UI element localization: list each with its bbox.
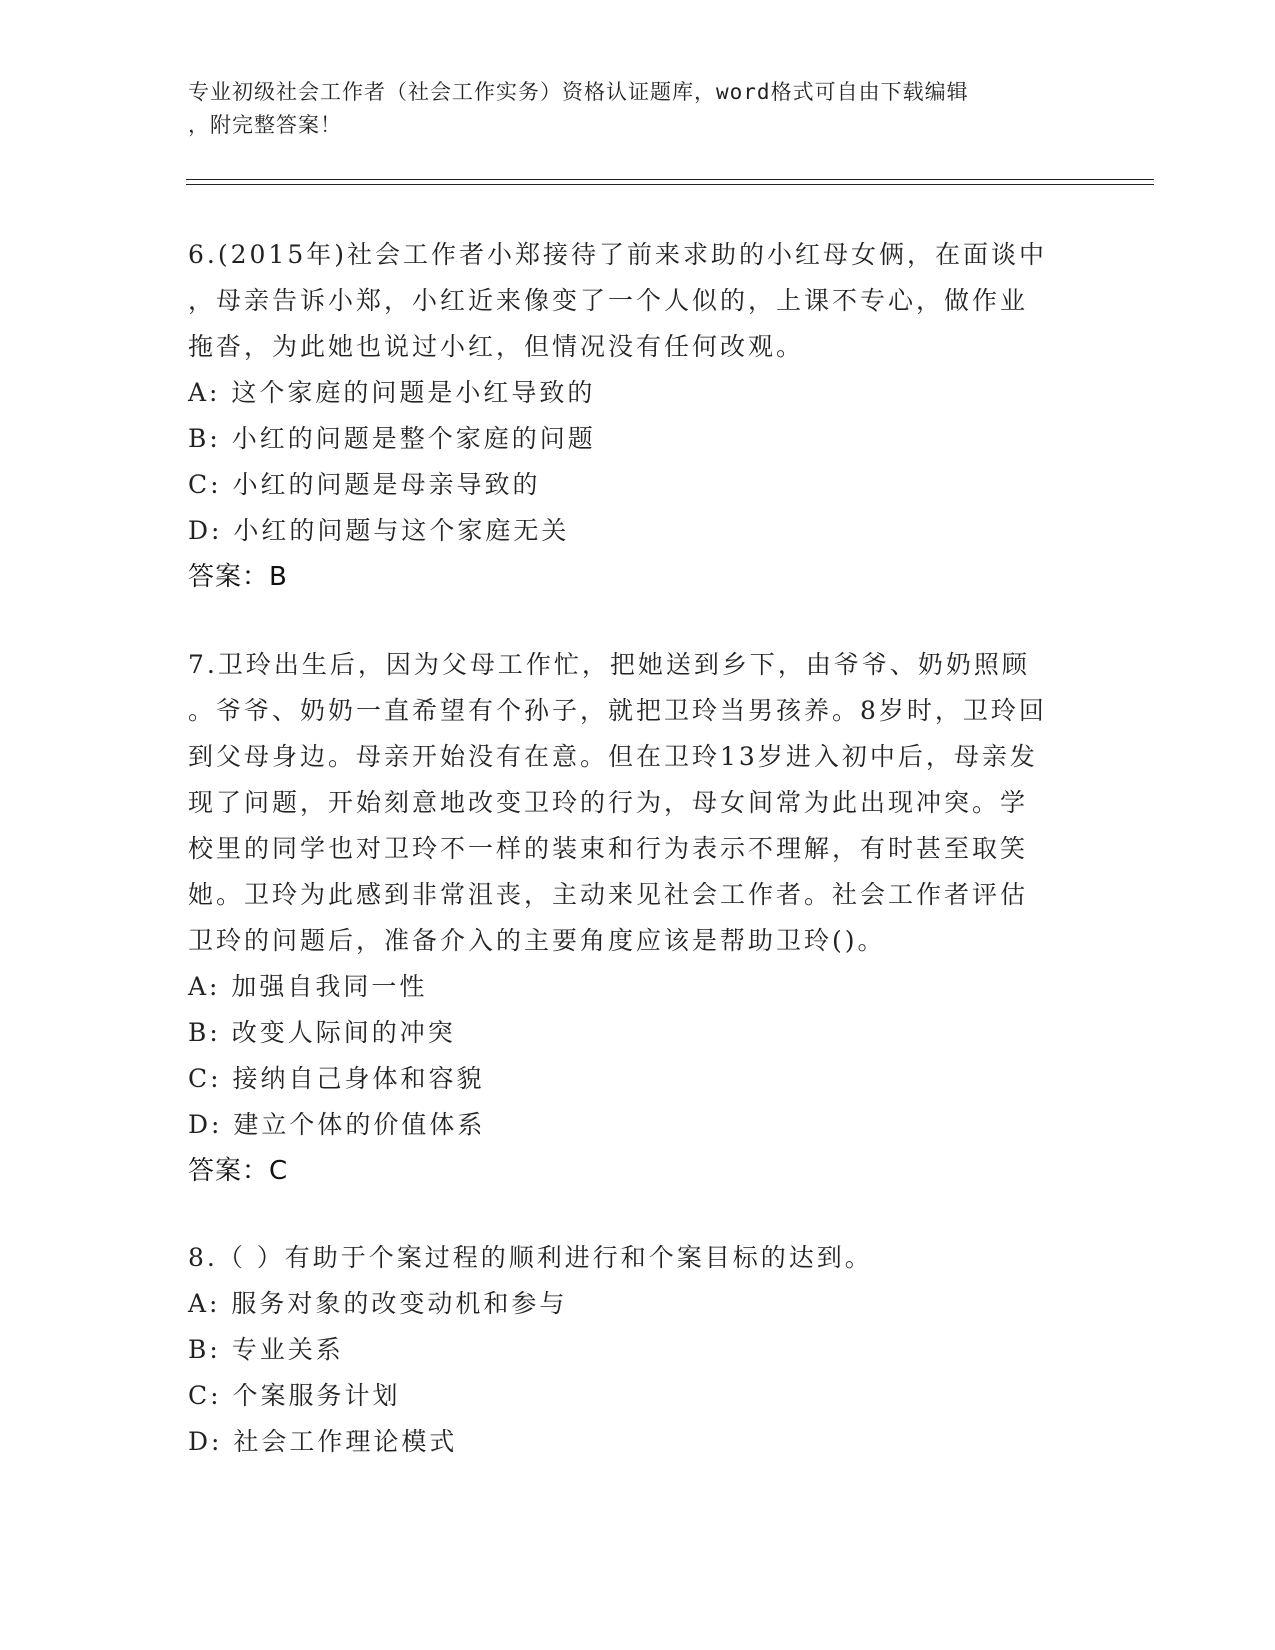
option-a: A: 服务对象的改变动机和参与 (188, 1289, 568, 1318)
question-stem (188, 1235, 1078, 1281)
question-stem (188, 642, 1078, 964)
stem-line: 校里的同学也对卫玲不一样的装束和行为表示不理解，有时甚至取笑 (188, 834, 1029, 863)
stem-line: 6.(2015年)社会工作者小郑接待了前来求助的小红母女俩，在面谈中 (188, 240, 1047, 269)
option-b: B: 专业关系 (188, 1335, 344, 1364)
header-line-2: ，附完整答案！ (188, 113, 342, 137)
option-c: C: 接纳自己身体和容貌 (188, 1064, 485, 1093)
option-b: B: 小红的问题是整个家庭的问题 (188, 424, 596, 453)
stem-line: 到父母身边。母亲开始没有在意。但在卫玲13岁进入初中后，母亲发 (188, 742, 1038, 771)
option-d: D: 社会工作理论模式 (188, 1427, 458, 1456)
option-c: C: 小红的问题是母亲导致的 (188, 470, 541, 499)
header-divider-bottom (186, 184, 1154, 185)
stem-line: 现了问题，开始刻意地改变卫玲的行为，母女间常为此出现冲突。学 (188, 788, 1029, 817)
answer-label: 答案：B (188, 562, 288, 592)
option-b: B: 改变人际间的冲突 (188, 1018, 456, 1047)
question-8 (188, 1235, 1088, 1465)
stem-line: ，母亲告诉小郑，小红近来像变了一个人似的，上课不专心，做作业 (188, 286, 1029, 315)
stem-line: 卫玲的问题后，准备介入的主要角度应该是帮助卫玲()。 (188, 926, 886, 955)
stem-line: 8.（ ）有助于个案过程的顺利进行和个案目标的达到。 (188, 1243, 873, 1272)
stem-line: 。爷爷、奶奶一直希望有个孙子，就把卫玲当男孩养。8岁时，卫玲回 (188, 696, 1047, 725)
stem-line: 7.卫玲出生后，因为父母工作忙，把她送到乡下，由爷爷、奶奶照顾 (188, 650, 1030, 679)
question-stem (188, 232, 1078, 370)
option-a: A: 加强自我同一性 (188, 972, 428, 1001)
header-line-1: 专业初级社会工作者（社会工作实务）资格认证题库，word格式可自由下载编辑 (188, 80, 969, 104)
option-a: A: 这个家庭的问题是小红导致的 (188, 378, 596, 407)
question-6 (188, 232, 1088, 600)
option-d: D: 小红的问题与这个家庭无关 (188, 516, 570, 545)
question-7 (188, 642, 1088, 1194)
answer-label: 答案：C (188, 1156, 289, 1186)
stem-line: 拖沓，为此她也说过小红，但情况没有任何改观。 (188, 332, 805, 361)
option-c: C: 个案服务计划 (188, 1381, 401, 1410)
option-d: D: 建立个体的价值体系 (188, 1110, 486, 1139)
stem-line: 她。卫玲为此感到非常沮丧，主动来见社会工作者。社会工作者评估 (188, 880, 1029, 909)
header-divider-top (186, 179, 1154, 180)
document-header (188, 76, 1068, 142)
